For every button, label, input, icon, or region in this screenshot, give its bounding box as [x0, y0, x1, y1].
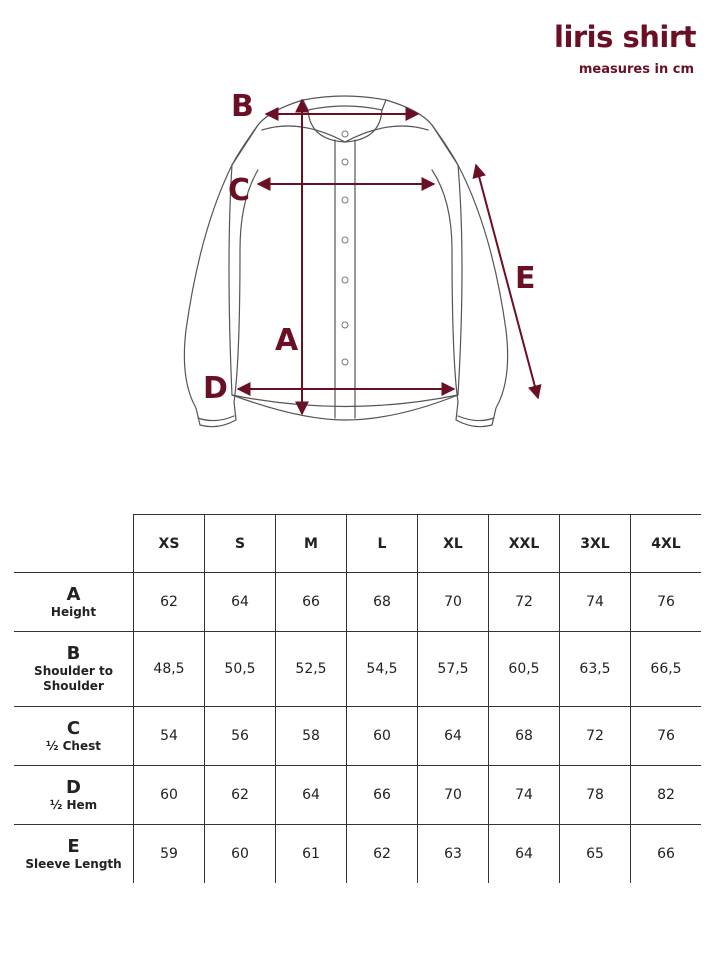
size-header: 3XL [560, 515, 631, 573]
title: liris shirt [554, 20, 696, 54]
row-header [14, 707, 134, 766]
table-corner [14, 515, 134, 573]
table-cell: 76 [631, 573, 702, 632]
table-cell: 60,5 [489, 632, 560, 707]
table-cell: 50,5 [205, 632, 276, 707]
shirt-outline [184, 96, 507, 427]
row-letter: E [67, 835, 80, 857]
table-cell: 60 [134, 766, 205, 825]
table-cell: 54 [134, 707, 205, 766]
size-header: M [276, 515, 347, 573]
table-cell: 64 [418, 707, 489, 766]
table-cell: 64 [205, 573, 276, 632]
table-cell: 63,5 [560, 632, 631, 707]
row-header [14, 632, 134, 707]
row-letter: B [66, 643, 81, 664]
row-description: Sleeve Length [25, 856, 122, 871]
table-cell: 61 [276, 825, 347, 884]
table-cell: 58 [276, 707, 347, 766]
size-header: 4XL [631, 515, 702, 573]
table-cell: 68 [489, 707, 560, 766]
table-cell: 70 [418, 766, 489, 825]
size-header-row [14, 515, 701, 573]
table-cell: 62 [134, 573, 205, 632]
table-cell: 70 [418, 573, 489, 632]
size-header: XXL [489, 515, 560, 573]
table-cell: 65 [560, 825, 631, 884]
table-cell: 74 [560, 573, 631, 632]
table-row [14, 632, 701, 707]
size-header: L [347, 515, 418, 573]
row-letter: A [66, 583, 81, 605]
label-c: C [228, 173, 251, 208]
table-cell: 60 [347, 707, 418, 766]
table-cell: 60 [205, 825, 276, 884]
table-cell: 57,5 [418, 632, 489, 707]
table-cell: 72 [560, 707, 631, 766]
table-cell: 78 [560, 766, 631, 825]
table-cell: 66 [347, 766, 418, 825]
table-cell: 56 [205, 707, 276, 766]
table-row [14, 825, 701, 884]
table-cell: 76 [631, 707, 702, 766]
table-cell: 63 [418, 825, 489, 884]
row-header [14, 825, 134, 884]
table-cell: 59 [134, 825, 205, 884]
table-cell: 54,5 [347, 632, 418, 707]
table-row [14, 766, 701, 825]
size-header: XL [418, 515, 489, 573]
size-header: S [205, 515, 276, 573]
label-e: E [515, 261, 536, 296]
subtitle: measures in cm [578, 62, 694, 77]
table-cell: 48,5 [134, 632, 205, 707]
row-description: ½ Hem [49, 797, 98, 812]
table-cell: 52,5 [276, 632, 347, 707]
row-description: Shoulder to Shoulder [34, 664, 113, 693]
table-cell: 62 [205, 766, 276, 825]
table-cell: 74 [489, 766, 560, 825]
shirt-buttons [342, 131, 348, 365]
table-cell: 68 [347, 573, 418, 632]
size-header: XS [134, 515, 205, 573]
row-header [14, 573, 134, 632]
table-cell: 64 [489, 825, 560, 884]
row-letter: D [66, 776, 81, 798]
label-b: B [231, 89, 254, 124]
table-cell: 64 [276, 766, 347, 825]
measure-arrows [238, 100, 538, 414]
table-cell: 82 [631, 766, 702, 825]
table-cell: 62 [347, 825, 418, 884]
shirt-diagram [0, 80, 720, 450]
table-cell: 66,5 [631, 632, 702, 707]
table-cell: 72 [489, 573, 560, 632]
row-description: Height [50, 604, 97, 619]
size-table [14, 514, 701, 883]
label-d: D [203, 371, 228, 406]
label-a: A [275, 323, 299, 358]
table-row [14, 707, 701, 766]
table-cell: 66 [276, 573, 347, 632]
table-cell: 66 [631, 825, 702, 884]
row-description: ½ Chest [46, 738, 101, 753]
row-header [14, 766, 134, 825]
table-row [14, 573, 701, 632]
row-letter: C [66, 717, 81, 739]
